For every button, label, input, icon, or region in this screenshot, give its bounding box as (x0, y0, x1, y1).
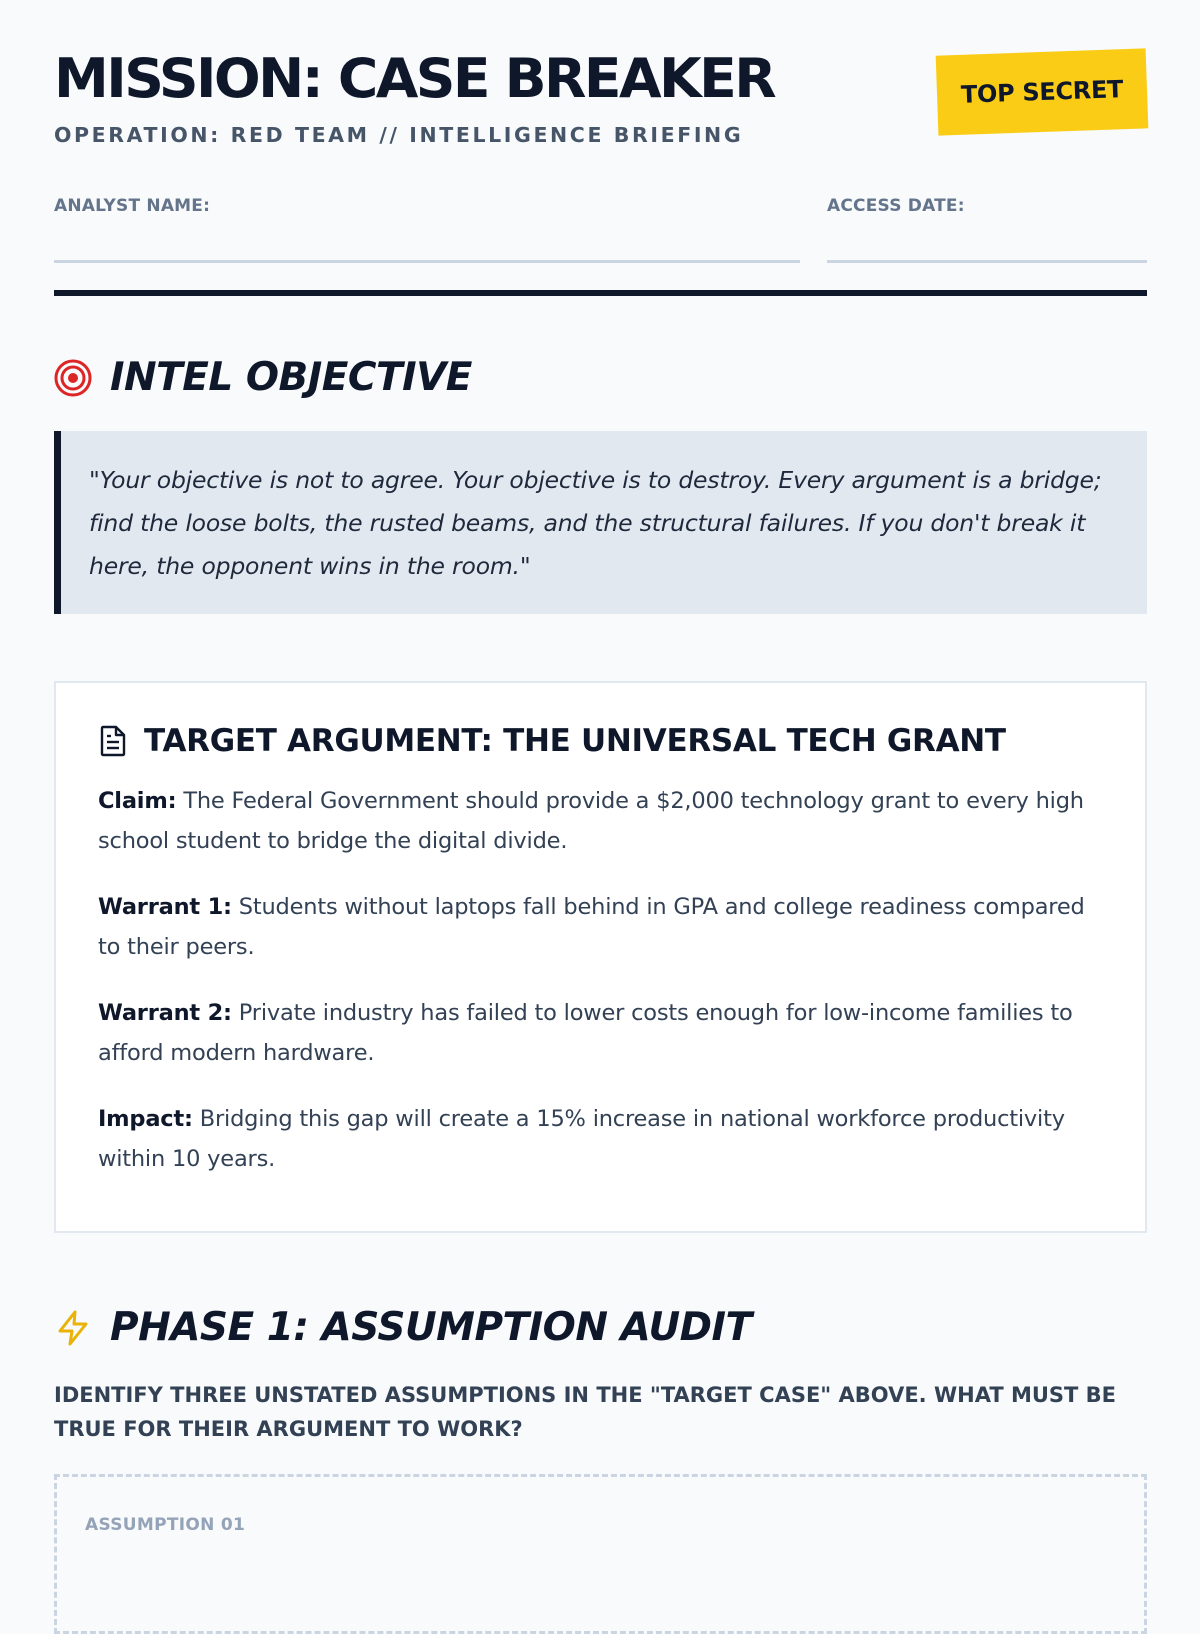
impact-body: Bridging this gap will create a 15% increase in national workforce productivity within 10 years. (98, 1106, 1065, 1172)
analyst-name-label: ANALYST NAME: (54, 196, 211, 216)
analyst-name-field[interactable] (54, 196, 800, 216)
target-argument-card (54, 681, 1147, 1233)
impact-text (98, 1099, 1103, 1179)
intel-objective-title: INTEL OBJECTIVE (110, 355, 472, 400)
header-divider (54, 290, 1147, 296)
access-date-field[interactable] (827, 196, 1147, 216)
warrant-1-label: Warrant 1: (98, 894, 232, 920)
target-icon (54, 359, 92, 397)
warrant-1-body: Students without laptops fall behind in GPA and college readiness compared to their peers. (98, 894, 1085, 960)
page-title: MISSION: CASE BREAKER (54, 47, 775, 110)
assumption-01-box[interactable] (54, 1474, 1147, 1634)
assumption-01-label: ASSUMPTION 01 (85, 1515, 246, 1535)
page-subtitle: OPERATION: RED TEAM // INTELLIGENCE BRIEFING (54, 123, 744, 147)
claim-body: The Federal Government should provide a $2,000 technology grant to every high school student to bridge the digital divide. (98, 788, 1084, 854)
lightning-icon (54, 1309, 92, 1347)
target-argument-heading (98, 723, 1103, 759)
briefing-page (54, 0, 1147, 1535)
phase-1-heading (54, 1305, 752, 1350)
claim-text (98, 781, 1103, 861)
intel-objective-heading (54, 355, 472, 400)
document-icon (98, 725, 128, 757)
header (54, 0, 1147, 160)
impact-label: Impact: (98, 1106, 193, 1132)
warrant-1-text (98, 887, 1103, 967)
claim-label: Claim: (98, 788, 177, 814)
objective-quote (54, 431, 1147, 614)
access-date-label: ACCESS DATE: (827, 196, 965, 216)
phase-1-title: PHASE 1: ASSUMPTION AUDIT (110, 1305, 752, 1350)
warrant-2-body: Private industry has failed to lower costs enough for low-income families to afford modern hardware. (98, 1000, 1073, 1066)
analyst-name-line (54, 260, 800, 263)
target-argument-title: TARGET ARGUMENT: THE UNIVERSAL TECH GRANT (144, 723, 1006, 759)
phase-1-instructions: IDENTIFY THREE UNSTATED ASSUMPTIONS IN THE "TARGET CASE" ABOVE. WHAT MUST BE TRUE FOR THEIR ARGUMENT TO WORK? (54, 1383, 1117, 1441)
analyst-fields (54, 196, 1147, 266)
warrant-2-text (98, 993, 1103, 1073)
objective-quote-text: "Your objective is not to agree. Your objective is to destroy. Every argument is a bridge; find the loose bolts, the rusted beams, and the structural failures. If you don't break it here, the opponent wins in the room." (89, 466, 1102, 580)
access-date-line (827, 260, 1147, 263)
warrant-2-label: Warrant 2: (98, 1000, 232, 1026)
top-secret-stamp: TOP SECRET (936, 48, 1149, 135)
